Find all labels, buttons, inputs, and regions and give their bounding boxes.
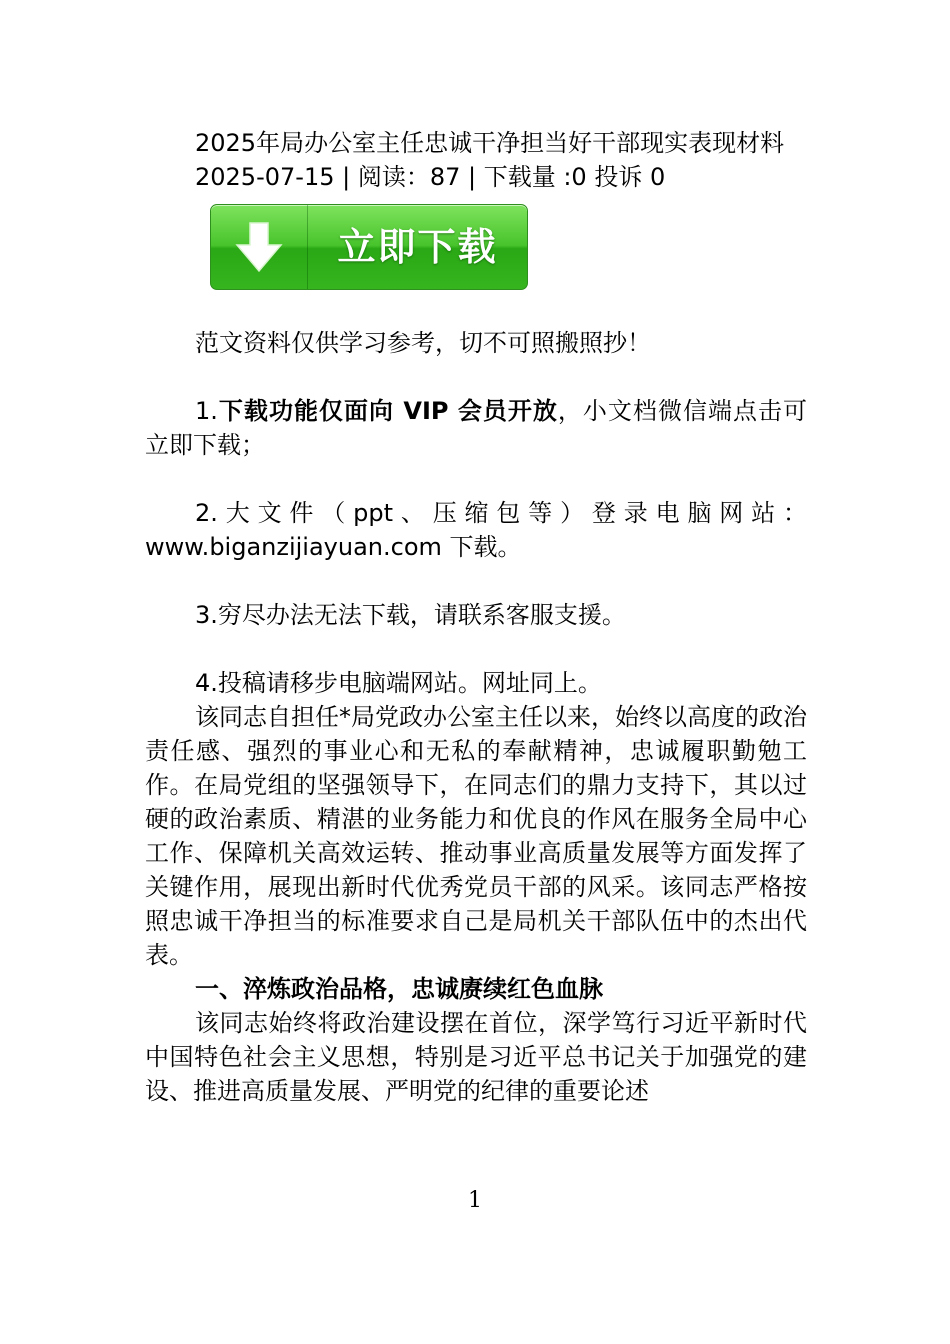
notice-item-3: 3.穷尽办法无法下载，请联系客服支援。 — [195, 601, 626, 629]
body-paragraph-1: 该同志自担任*局党政办公室主任以来，始终以高度的政治责任感、强烈的事业心和无私的奉献精神，忠诚履职勤勉工作。在局党组的坚强领导下，在同志们的鼎力支持下，其以过硬的政治素质、精湛的业务能力和优良的作风在服务全局中心工作、保障机关高效运转、推动事业高质量发展等方面发挥了关键作用，展现出新时代优秀党员干部的风采。该同志严格按照忠诚干净担当的标准要求自己是局机关干部队伍中的杰出代表。 — [145, 703, 807, 969]
notice-item-1-rest: ，小文档微信端点击可立即下载； — [145, 397, 807, 459]
notice-item-1 — [145, 394, 807, 462]
page-number: 1 — [468, 1188, 482, 1213]
download-button-label: 立即下载 — [337, 225, 498, 269]
notice-item-1-bold: 下载功能仅面向 VIP 会员开放 — [217, 397, 558, 425]
download-arrow-icon — [211, 205, 308, 289]
notice-item-2: 2.大文件（ppt、压缩包等）登录电脑网站： — [195, 499, 807, 527]
notice-item-2-url: www.biganzijiayuan.com 下载。 — [145, 533, 522, 561]
body-paragraph-2: 该同志始终将政治建设摆在首位，深学笃行习近平新时代中国特色社会主义思想，特别是习近平总书记关于加强党的建设、推进高质量发展、严明党的纪律的重要论述 — [145, 1009, 807, 1105]
document-meta: 2025-07-15 | 阅读：87 | 下载量 :0 投诉 0 — [195, 163, 666, 191]
download-button[interactable] — [210, 204, 528, 290]
download-button-wrapper — [210, 204, 807, 288]
notice-intro: 范文资料仅供学习参考，切不可照搬照抄！ — [195, 329, 651, 357]
notice-item-1-prefix: 1. — [195, 397, 218, 425]
section-heading-1: 一、淬炼政治品格，忠诚赓续红色血脉 — [195, 975, 603, 1003]
notice-item-4: 4.投稿请移步电脑端网站。网址同上。 — [195, 669, 602, 697]
document-title: 2025年局办公室主任忠诚干净担当好干部现实表现材料 — [195, 129, 785, 157]
document-content — [145, 126, 807, 1108]
